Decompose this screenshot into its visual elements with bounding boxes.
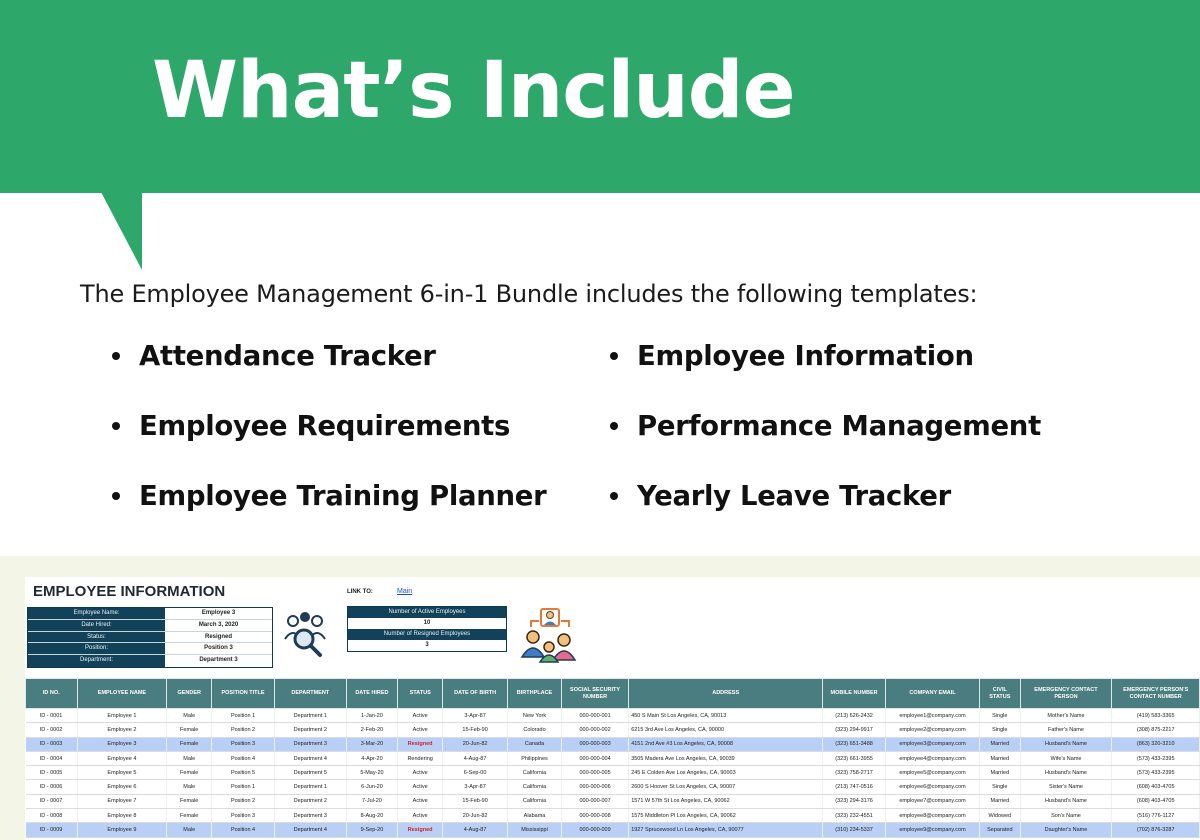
bullet-icon <box>610 422 618 430</box>
info-row <box>28 643 272 655</box>
column-header: DATE HIRED <box>346 679 398 709</box>
banner-tail-shape <box>0 0 142 270</box>
table-row[interactable] <box>26 823 1200 837</box>
sheet-title: EMPLOYEE INFORMATION <box>33 583 226 600</box>
table-cell: Active <box>398 809 443 823</box>
table-cell: (608) 403-4705 <box>1112 780 1200 794</box>
table-cell: Department 2 <box>274 794 346 808</box>
table-cell: employee9@company.com <box>885 823 979 837</box>
table-cell: (516) 776-1127 <box>1112 809 1200 823</box>
table-cell: (702) 876-3287 <box>1112 823 1200 837</box>
employee-table <box>25 678 1200 838</box>
table-cell: (323) 294-9917 <box>823 723 886 737</box>
table-cell: Position 2 <box>212 723 275 737</box>
table-cell: Department 4 <box>274 751 346 765</box>
table-cell: employee6@company.com <box>885 780 979 794</box>
table-cell: 4-Aug-87 <box>443 751 508 765</box>
table-cell: Mississippi <box>508 823 562 837</box>
table-cell: Wife's Name <box>1020 751 1112 765</box>
list-item-label: Employee Training Planner <box>139 480 547 512</box>
page-title: What’s Include <box>152 46 795 136</box>
table-cell: ID - 0005 <box>26 766 78 780</box>
table-cell: (863) 320-3210 <box>1112 737 1200 751</box>
table-cell: 4-Aug-87 <box>443 823 508 837</box>
table-cell: ID - 0008 <box>26 809 78 823</box>
resigned-count-label: Number of Resigned Employees <box>348 629 506 640</box>
table-cell: 1571 W 57th St Los Angeles, CA, 90062 <box>629 794 823 808</box>
table-cell: Employee 6 <box>77 780 167 794</box>
table-cell: Department 1 <box>274 709 346 723</box>
table-cell: ID - 0009 <box>26 823 78 837</box>
table-cell: 4151 2nd Ave #3 Los Angeles, CA, 90008 <box>629 737 823 751</box>
table-cell: employee2@company.com <box>885 723 979 737</box>
table-cell: Married <box>980 766 1020 780</box>
table-cell: Employee 9 <box>77 823 167 837</box>
table-cell: 3-Apr-87 <box>443 780 508 794</box>
table-cell: California <box>508 780 562 794</box>
table-cell: 6-Jun-20 <box>346 780 398 794</box>
table-cell: Male <box>167 709 212 723</box>
table-cell: employee7@company.com <box>885 794 979 808</box>
table-cell: 7-Jul-20 <box>346 794 398 808</box>
list-item <box>112 480 610 512</box>
bullet-icon <box>112 352 120 360</box>
table-cell: Female <box>167 723 212 737</box>
table-row[interactable] <box>26 723 1200 737</box>
table-cell: Position 4 <box>212 823 275 837</box>
table-cell: Married <box>980 751 1020 765</box>
column-header: POSITION TITLE <box>212 679 275 709</box>
info-key: Date Hired: <box>28 620 165 631</box>
table-row[interactable] <box>26 794 1200 808</box>
table-cell: Resigned <box>398 737 443 751</box>
employee-search-icon <box>280 609 330 659</box>
table-cell: 000-000-007 <box>561 794 628 808</box>
table-cell: 000-000-004 <box>561 751 628 765</box>
table-header-row <box>26 679 1200 709</box>
table-cell: 15-Feb-90 <box>443 794 508 808</box>
info-row <box>28 620 272 632</box>
employee-info-panel <box>27 607 273 668</box>
table-cell: 3505 Madera Ave Los Angeles, CA, 90039 <box>629 751 823 765</box>
table-cell: Department 1 <box>274 780 346 794</box>
table-cell: Canada <box>508 737 562 751</box>
table-row[interactable] <box>26 766 1200 780</box>
column-header: EMPLOYEE NAME <box>77 679 167 709</box>
table-cell: 1927 Sprucewood Ln Los Angeles, CA, 90077 <box>629 823 823 837</box>
table-cell: 000-000-009 <box>561 823 628 837</box>
column-header: EMERGENCY PERSON'S CONTACT NUMBER <box>1112 679 1200 709</box>
table-cell: Husband's Name <box>1020 794 1112 808</box>
table-cell: 000-000-008 <box>561 809 628 823</box>
table-cell: employee4@company.com <box>885 751 979 765</box>
column-header: GENDER <box>167 679 212 709</box>
table-cell: 1575 Middleton Pl Los Angeles, CA, 90062 <box>629 809 823 823</box>
table-cell: (310) 234-5337 <box>823 823 886 837</box>
info-value: Resigned <box>204 633 232 640</box>
column-header: DEPARTMENT <box>274 679 346 709</box>
table-cell: (213) 747-0516 <box>823 780 886 794</box>
info-key: Department: <box>28 655 165 667</box>
table-cell: 6215 3rd Ave Los Angeles, CA, 90000 <box>629 723 823 737</box>
employee-count-panel <box>347 606 507 652</box>
template-list <box>112 340 1112 512</box>
list-item <box>610 410 1090 442</box>
table-cell: Active <box>398 780 443 794</box>
table-cell: Daughter's Name <box>1020 823 1112 837</box>
table-cell: California <box>508 794 562 808</box>
column-header: EMERGENCY CONTACT PERSON <box>1020 679 1112 709</box>
table-cell: Active <box>398 794 443 808</box>
table-cell: Single <box>980 709 1020 723</box>
table-cell: 5-May-20 <box>346 766 398 780</box>
table-cell: Resigned <box>398 823 443 837</box>
table-cell: 450 S Main St Los Angeles, CA, 90013 <box>629 709 823 723</box>
table-cell: Active <box>398 723 443 737</box>
table-cell: 2-Feb-20 <box>346 723 398 737</box>
table-cell: (323) 294-3176 <box>823 794 886 808</box>
table-cell: Position 1 <box>212 709 275 723</box>
table-cell: Single <box>980 723 1020 737</box>
table-cell: 20-Jun-82 <box>443 737 508 751</box>
table-cell: 000-000-002 <box>561 723 628 737</box>
info-key: Employee Name: <box>28 608 165 619</box>
table-cell: ID - 0002 <box>26 723 78 737</box>
table-cell: 1-Jan-20 <box>346 709 398 723</box>
info-row <box>28 655 272 667</box>
table-cell: Position 3 <box>212 737 275 751</box>
table-cell: (608) 403-4705 <box>1112 794 1200 808</box>
table-cell: Male <box>167 751 212 765</box>
column-header: COMPANY EMAIL <box>885 679 979 709</box>
table-cell: Employee 3 <box>77 737 167 751</box>
table-cell: (419) 583-3365 <box>1112 709 1200 723</box>
table-cell: California <box>508 766 562 780</box>
table-cell: Position 5 <box>212 766 275 780</box>
table-cell: ID - 0003 <box>26 737 78 751</box>
table-cell: 4-Apr-20 <box>346 751 398 765</box>
list-item <box>112 410 610 442</box>
table-cell: Female <box>167 809 212 823</box>
table-cell: employee8@company.com <box>885 809 979 823</box>
table-cell: Female <box>167 737 212 751</box>
table-cell: 2600 S Hoover St Los Angeles, CA, 90007 <box>629 780 823 794</box>
table-cell: Separated <box>980 823 1020 837</box>
list-item-label: Employee Requirements <box>139 410 511 442</box>
table-cell: 3-Apr-87 <box>443 709 508 723</box>
table-cell: 245 E Colden Ave Los Angeles, CA, 90003 <box>629 766 823 780</box>
table-cell: Female <box>167 766 212 780</box>
table-cell: Employee 2 <box>77 723 167 737</box>
table-cell: Employee 8 <box>77 809 167 823</box>
table-cell: Single <box>980 780 1020 794</box>
table-cell: Married <box>980 794 1020 808</box>
table-cell: ID - 0001 <box>26 709 78 723</box>
table-cell: Colorado <box>508 723 562 737</box>
table-row[interactable] <box>26 780 1200 794</box>
table-cell: New York <box>508 709 562 723</box>
column-header: BIRTHPLACE <box>508 679 562 709</box>
table-cell: Position 4 <box>212 751 275 765</box>
table-cell: (323) 232-4551 <box>823 809 886 823</box>
active-count-label: Number of Active Employees <box>348 607 506 618</box>
table-cell: Widowed <box>980 809 1020 823</box>
table-cell: 15-Feb-90 <box>443 723 508 737</box>
table-cell: Department 4 <box>274 823 346 837</box>
table-row[interactable] <box>26 737 1200 751</box>
table-cell: Position 1 <box>212 780 275 794</box>
table-cell: 000-000-005 <box>561 766 628 780</box>
table-row[interactable] <box>26 751 1200 765</box>
table-cell: Husband's Name <box>1020 766 1112 780</box>
table-cell: 000-000-001 <box>561 709 628 723</box>
info-row <box>28 632 272 644</box>
table-cell: Married <box>980 737 1020 751</box>
info-value: March 3, 2020 <box>198 621 239 628</box>
table-cell: Department 3 <box>274 809 346 823</box>
table-cell: Employee 4 <box>77 751 167 765</box>
table-cell: Department 3 <box>274 737 346 751</box>
table-cell: (323) 651-3488 <box>823 737 886 751</box>
table-cell: (573) 433-2395 <box>1112 766 1200 780</box>
table-cell: Department 2 <box>274 723 346 737</box>
list-item <box>112 340 610 372</box>
bullet-icon <box>610 492 618 500</box>
info-key: Status: <box>28 632 165 643</box>
table-cell: (323) 758-2717 <box>823 766 886 780</box>
table-cell: 8-Aug-20 <box>346 809 398 823</box>
table-cell: 000-000-003 <box>561 737 628 751</box>
table-cell: 9-Sep-20 <box>346 823 398 837</box>
team-hierarchy-icon <box>519 607 579 663</box>
main-link[interactable]: Main <box>397 588 413 595</box>
list-item <box>610 480 1090 512</box>
spreadsheet-preview <box>25 577 1200 840</box>
table-cell: 3-Mar-20 <box>346 737 398 751</box>
table-cell: Son's Name <box>1020 809 1112 823</box>
bullet-icon <box>112 492 120 500</box>
table-cell: Department 5 <box>274 766 346 780</box>
table-cell: Philippines <box>508 751 562 765</box>
column-header: ID NO. <box>26 679 78 709</box>
table-body <box>26 709 1200 838</box>
table-cell: ID - 0006 <box>26 780 78 794</box>
info-row <box>28 608 272 620</box>
table-cell: Employee 7 <box>77 794 167 808</box>
table-cell: Position 2 <box>212 794 275 808</box>
table-row[interactable] <box>26 809 1200 823</box>
table-cell: Mother's Name <box>1020 709 1112 723</box>
table-cell: Male <box>167 823 212 837</box>
table-cell: employee1@company.com <box>885 709 979 723</box>
table-cell: Sister's Name <box>1020 780 1112 794</box>
table-cell: Rendering <box>398 751 443 765</box>
table-cell: (573) 433-2395 <box>1112 751 1200 765</box>
active-count-value: 10 <box>423 620 431 626</box>
table-cell: Active <box>398 766 443 780</box>
bullet-icon <box>610 352 618 360</box>
table-cell: 000-000-006 <box>561 780 628 794</box>
list-item-label: Performance Management <box>637 410 1041 442</box>
table-cell: Active <box>398 709 443 723</box>
employee-name-select[interactable]: Employee 3 <box>201 610 236 616</box>
table-cell: ID - 0004 <box>26 751 78 765</box>
info-key: Position: <box>28 643 165 654</box>
table-cell: ID - 0007 <box>26 794 78 808</box>
intro-text: The Employee Management 6-in-1 Bundle includes the following templates: <box>80 280 978 308</box>
table-cell: employee5@company.com <box>885 766 979 780</box>
table-cell: Position 3 <box>212 809 275 823</box>
column-header: STATUS <box>398 679 443 709</box>
list-item-label: Attendance Tracker <box>139 340 436 372</box>
resigned-count-value: 3 <box>425 642 429 648</box>
table-cell: Male <box>167 780 212 794</box>
list-item-label: Employee Information <box>637 340 974 372</box>
list-item-label: Yearly Leave Tracker <box>637 480 951 512</box>
table-cell: 20-Jun-82 <box>443 809 508 823</box>
table-cell: Employee 5 <box>77 766 167 780</box>
column-header: DATE OF BIRTH <box>443 679 508 709</box>
column-header: MOBILE NUMBER <box>823 679 886 709</box>
table-cell: (308) 875-2217 <box>1112 723 1200 737</box>
table-cell: Alabama <box>508 809 562 823</box>
list-item <box>610 340 1090 372</box>
table-row[interactable] <box>26 709 1200 723</box>
table-cell: Husband's Name <box>1020 737 1112 751</box>
table-cell: Female <box>167 794 212 808</box>
table-cell: Employee 1 <box>77 709 167 723</box>
info-value: Position 3 <box>204 645 233 652</box>
table-cell: (323) 661-3955 <box>823 751 886 765</box>
link-to-label: LINK TO: <box>347 589 373 595</box>
column-header: SOCIAL SECURITY NUMBER <box>561 679 628 709</box>
table-cell: 6-Sep-00 <box>443 766 508 780</box>
column-header: CIVIL STATUS <box>980 679 1020 709</box>
table-cell: employee3@company.com <box>885 737 979 751</box>
bullet-icon <box>112 422 120 430</box>
table-cell: (213) 626-2432 <box>823 709 886 723</box>
column-header: ADDRESS <box>629 679 823 709</box>
info-value: Department 3 <box>199 657 238 664</box>
table-cell: Father's Name <box>1020 723 1112 737</box>
